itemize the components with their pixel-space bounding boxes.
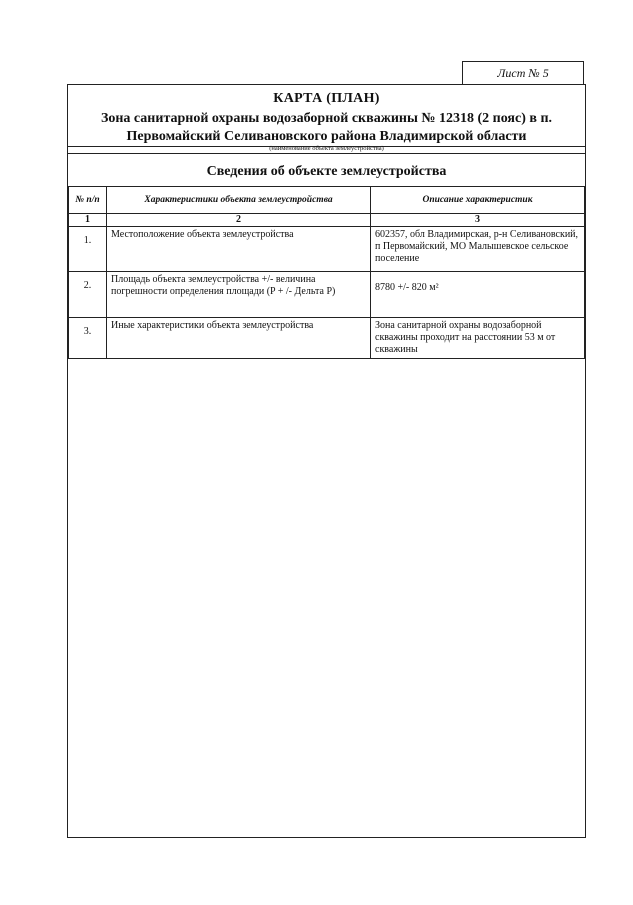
col-number-3: 3: [371, 214, 585, 227]
header-description: Описание характеристик: [371, 187, 585, 214]
table-column-numbers: [69, 214, 585, 227]
row-characteristic: Местоположение объекта землеустройства: [107, 227, 371, 272]
header-characteristic: Характеристики объекта землеустройства: [107, 187, 371, 214]
header-num: № п/п: [69, 187, 107, 214]
row-characteristic: Площадь объекта землеустройства +/- величина погрешности определения площади (P + /- Дельта P): [107, 272, 371, 318]
subtitle-line-2: Первомайский Селивановского района Владимирской области: [126, 129, 527, 144]
row-characteristic: Иные характеристики объекта землеустройства: [107, 318, 371, 359]
document-frame: [67, 84, 586, 838]
row-description: 8780 +/- 820 м²: [371, 272, 585, 318]
row-description: Зона санитарной охраны водозаборной скважины проходит на расстоянии 53 м от скважины: [371, 318, 585, 359]
subtitle-line-1: Зона санитарной охраны водозаборной скважины № 12318 (2 пояс) в п.: [100, 111, 553, 126]
col-number-2: 2: [107, 214, 371, 227]
section-title: Сведения об объекте землеустройства: [206, 164, 447, 179]
row-number: 3.: [69, 318, 107, 359]
row-number: 1.: [69, 227, 107, 272]
characteristics-table: [68, 186, 585, 359]
sheet-number-label: Лист № 5: [497, 66, 549, 80]
row-number: 2.: [69, 272, 107, 318]
object-caption: (наименование объекта землеустройства): [269, 145, 384, 152]
document-subtitle: [72, 110, 581, 146]
table-header-row: [69, 187, 585, 214]
document-title: КАРТА (ПЛАН): [273, 91, 380, 106]
col-number-1: 1: [69, 214, 107, 227]
row-description: 602357, обл Владимирская, р-н Селивановский, п Первомайский, МО Малышевское сельское поселение: [371, 227, 585, 272]
table-row: [69, 227, 585, 272]
table-row: [69, 272, 585, 318]
table-row: [69, 318, 585, 359]
sheet-number-box: [462, 61, 584, 85]
caption-rule-bottom: [68, 153, 585, 154]
